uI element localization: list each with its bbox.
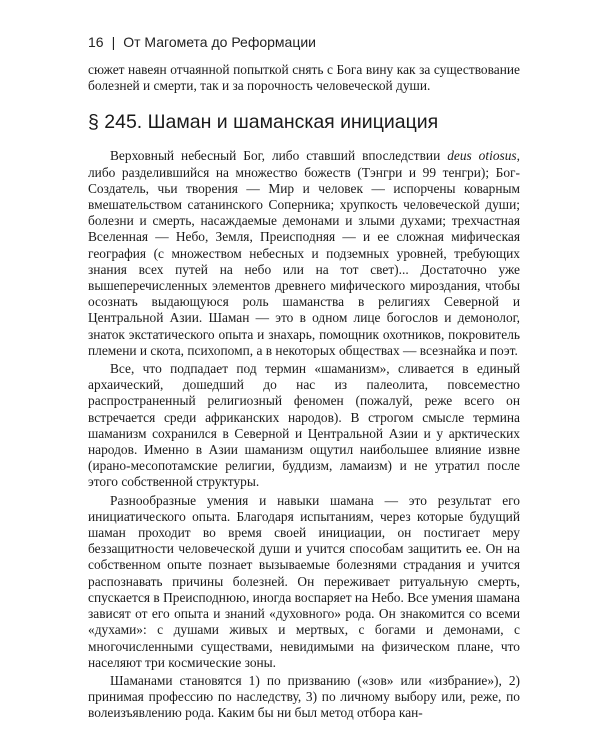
paragraph-1 — [88, 148, 520, 359]
paragraph-1-start: Верховный небесный Бог, либо ставший впоследствии — [110, 148, 448, 164]
section-heading: § 245. Шаман и шаманская инициация — [88, 111, 439, 134]
italic-term: deus otiosus — [447, 148, 517, 164]
body-text — [88, 62, 520, 722]
running-header — [88, 34, 316, 50]
paragraph-4: Шаманами становятся 1) по призванию («зов» или «избрание»), 2) принимая профессию по наследству, 3) по личному выбору или, реже, по волеизъявлению рода. Каким бы ни был метод отбора кан- — [88, 672, 520, 721]
running-title: От Магомета до Реформации — [123, 34, 316, 50]
paragraph-continued: сюжет навеян отчаянной попыткой снять с Бога вину как за существование болезней и смерти, так и за порочность человеческой души. — [88, 62, 520, 94]
paragraph-1-rest: , либо разделившийся на множество божеств (Тэнгри и 99 тенгри); Бог-Создатель, чьи творения — Мир и человек — испорчены коварным вмешательством сатанинского Соперника; хрупкость человеческой души; болезни и смерть, насаждаемые демонами и злыми духами; трехчастная Вселенная — Небо, Земля, Преисподняя — и ее сложная мифическая география (с множеством небесных и подземных уровней, требующих знания всех путей на небо или на тот свет)... Достаточно уже вышеперечисленных элементов древнего мифического мироздания, чтобы осознать выдающуюся роль шаманства в религиях Северной и Центральной Азии. Шаман — это в одном лице богослов и демонолог, знаток экстатического опыта и знахарь, помощник охотников, покровитель племени и скота, психопомп, а в некоторых обществах — всезнайка и поэт. — [88, 148, 520, 358]
header-separator: | — [111, 34, 116, 50]
page-number: 16 — [88, 34, 104, 50]
paragraph-3: Разнообразные умения и навыки шамана — это результат его инициатического опыта. Благодаря испытаниям, через которые будущий шаман проходит во время своей инициации, он постигает меру беззащитности человеческой души и учится способам защитить ее. Он на собственном опыте познает вызываемые болезнями страдания и учится распознавать причины болезней. Он переживает ритуальную смерть, спускается в Преисподнюю, иногда воспаряет на Небо. Все умения шамана зависят от его опыта и знаний «духовного» рода. Он знакомится со всеми «духами»: с душами живых и мертвых, с богами и демонами, с многочисленными существами, невидимыми на физическом плане, что населяют три космические зоны. — [88, 492, 520, 670]
paragraph-2: Все, что подпадает под термин «шаманизм», сливается в единый архаический, дошедший до нас из палеолита, повсеместно распространенный религиозный феномен (пожалуй, реже всего он встречается среди африканских народов). В строгом смысле термина шаманизм сохранился в Северной и Центральной Азии и у арктических народов. Именно в Азии шаманизм ощутил наибольшее влияние извне (ирано-месопотамские религии, буддизм, ламаизм) и не утратил после этого собственной структуры. — [88, 361, 520, 490]
